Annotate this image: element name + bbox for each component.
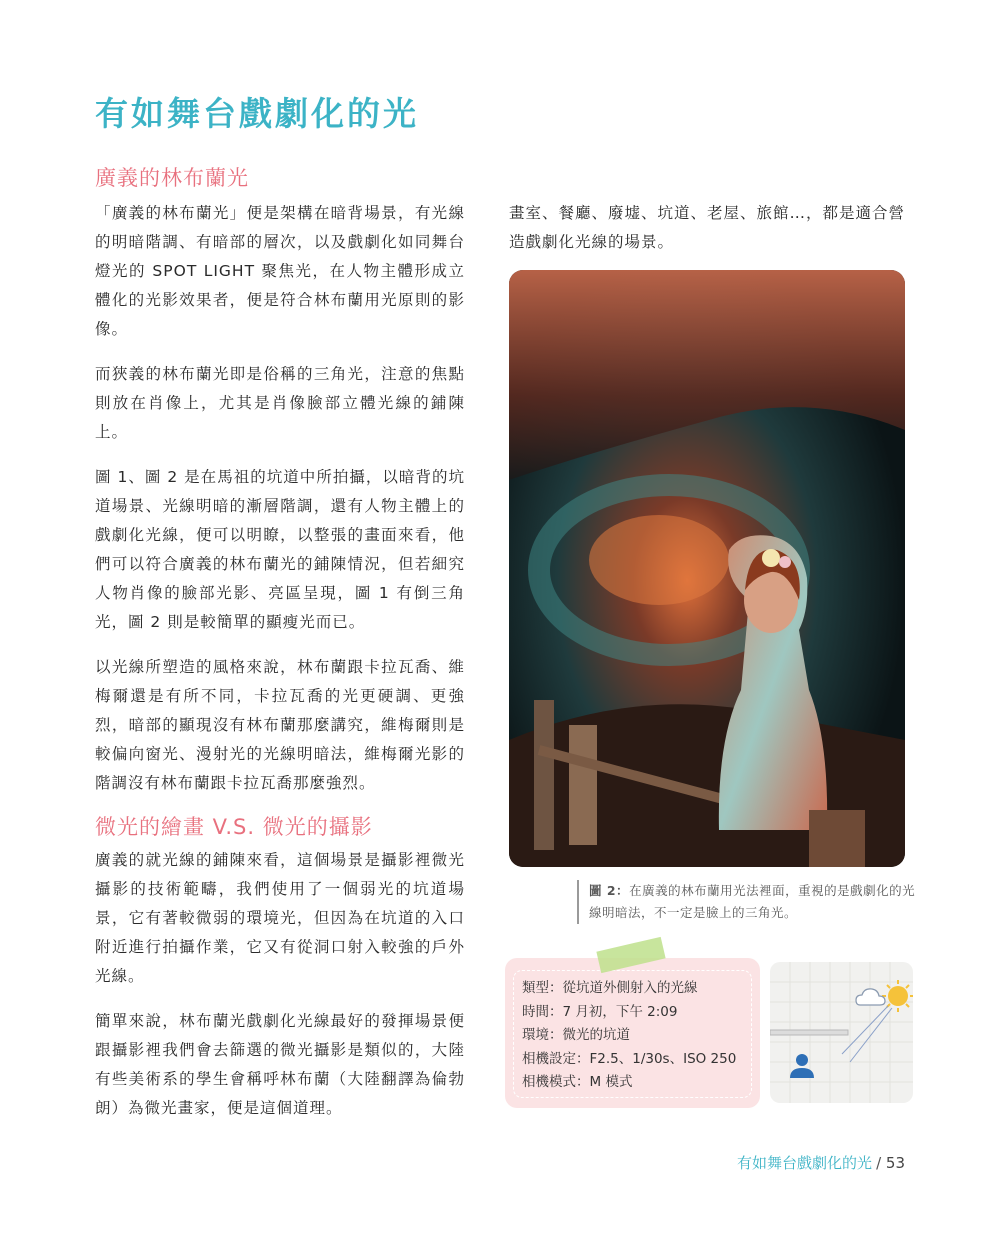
paragraph: 以光線所塑造的風格來說，林布蘭跟卡拉瓦喬、維梅爾還是有所不同，卡拉瓦喬的光更硬調、更強烈，暗部的顯現沒有林布蘭那麼講究，維梅爾則是較偏向窗光、漫射光的光線明暗法，維梅爾光影的階調沒有林布蘭跟卡拉瓦喬那麼強烈。: [95, 658, 465, 792]
page-title: 有如舞台戲劇化的光: [95, 94, 419, 133]
section2-heading: 微光的繪畫 V.S. 微光的攝影: [95, 815, 373, 839]
section1-heading: 廣義的林布蘭光: [95, 166, 249, 190]
info-camera-mode: 相機模式：M 模式: [522, 1074, 633, 1090]
page-footer: [737, 1152, 905, 1173]
paragraph: 「廣義的林布蘭光」便是架構在暗背場景，有光線的明暗階調、有暗部的層次，以及戲劇化如同舞台燈光的 SPOT LIGHT 聚焦光，在人物主體形成立體化的光影效果者，便是符合林布蘭用光原則的影像。: [95, 204, 465, 338]
info-camera-settings: 相機設定：F2.5、1/30s、ISO 250: [522, 1050, 737, 1067]
info-time: 時間：7 月初，下午 2:09: [522, 1003, 678, 1020]
paragraph: 廣義的就光線的鋪陳來看，這個場景是攝影裡微光攝影的技術範疇，我們使用了一個弱光的坑道場景，它有著較微弱的環境光，但因為在坑道的入口附近進行拍攝作業，它又有從洞口射入較強的戶外光線。: [95, 851, 465, 985]
paragraph: 簡單來說，林布蘭光戲劇化光線最好的發揮場景便跟攝影裡我們會去篩選的微光攝影是類似的，大陸有些美術系的學生會稱呼林布蘭（大陸翻譯為倫勃朗）為微光畫家，便是這個道理。: [95, 1012, 465, 1117]
section1-body: [95, 199, 465, 814]
photo-caption: [577, 880, 919, 924]
cloud-icon: [856, 989, 885, 1005]
shot-info-list: [522, 977, 736, 1095]
lighting-diagram: [770, 962, 913, 1103]
right-column-text: 畫室、餐廳、廢墟、坑道、老屋、旅館…，都是適合營造戲劇化光線的場景。: [509, 204, 906, 251]
paragraph: 而狹義的林布蘭光即是俗稱的三角光，注意的焦點則放在肖像上，尤其是肖像臉部立體光線的鋪陳上。: [95, 365, 465, 441]
page-number: 53: [885, 1154, 905, 1172]
footer-title: 有如舞台戲劇化的光: [737, 1154, 873, 1172]
caption-text: 在廣義的林布蘭用光法裡面，重視的是戲劇化的光線明暗法，不一定是臉上的三角光。: [589, 883, 916, 920]
section2-body: [95, 846, 465, 1139]
caption-label: 圖 2：: [589, 883, 630, 898]
paragraph: 圖 1、圖 2 是在馬祖的坑道中所拍攝，以暗背的坑道場景、光線明暗的漸層階調，還有人物主體上的戲劇化光線，便可以明瞭，以整張的畫面來看，他們可以符合廣義的林布蘭光的鋪陳情況，但若細究人物肖像的臉部光影、亮區呈現，圖 1 有倒三角光，圖 2 則是較簡單的顯瘦光而已。: [95, 468, 465, 631]
info-environment: 環境：微光的坑道: [522, 1027, 630, 1043]
info-type: 類型：從坑道外側射入的光線: [522, 980, 698, 996]
footer-separator: /: [876, 1154, 882, 1172]
tunnel-portrait-photo: [509, 270, 905, 867]
